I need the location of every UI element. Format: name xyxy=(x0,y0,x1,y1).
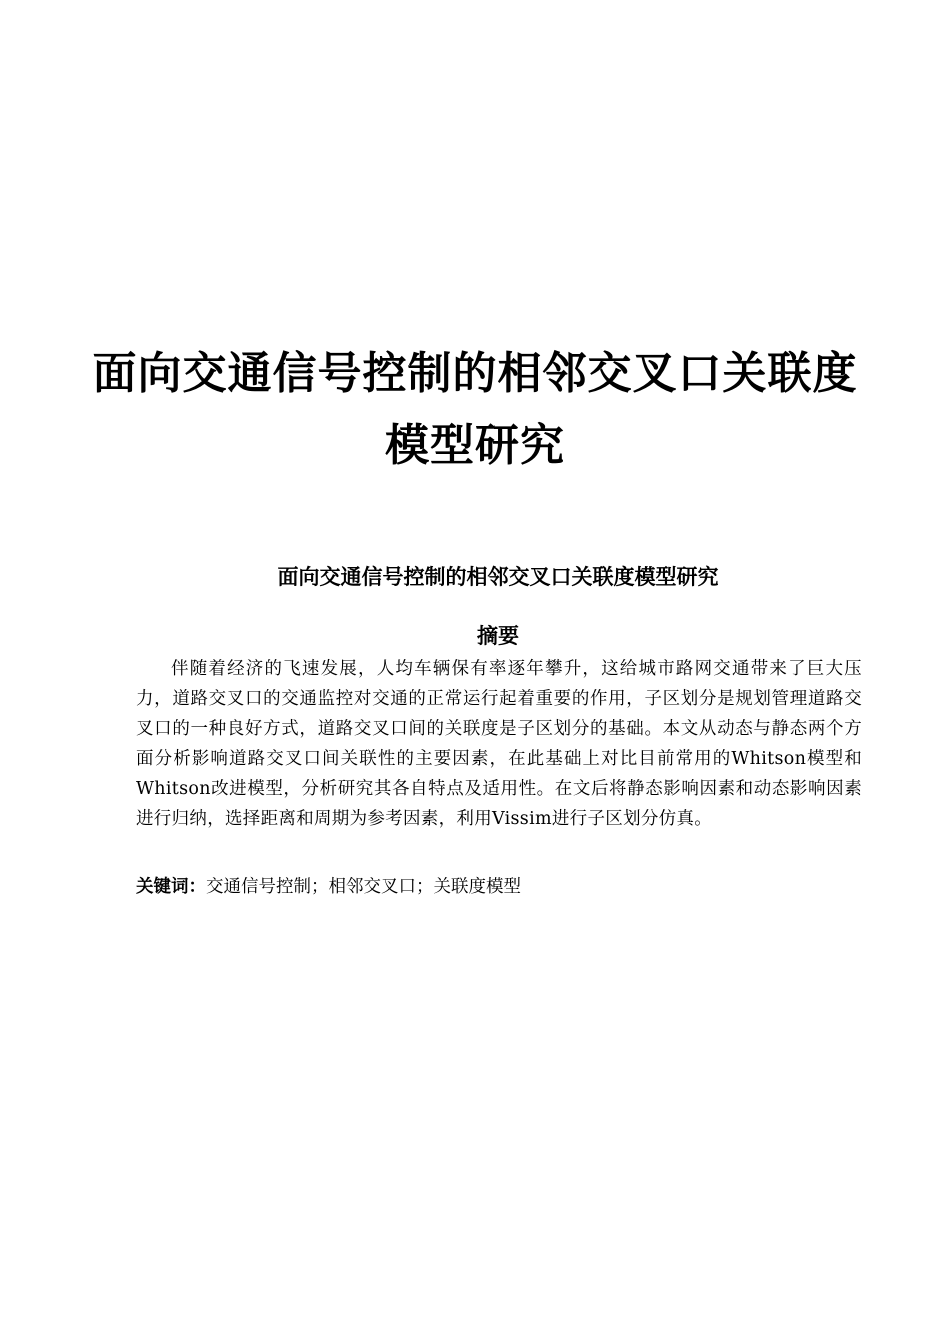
keywords-line xyxy=(136,873,862,901)
document-title-line-1: 面向交通信号控制的相邻交叉口关联度 xyxy=(92,348,858,399)
document-title-line-2: 模型研究 xyxy=(385,420,565,471)
document-title xyxy=(0,338,950,482)
keywords-text: 交通信号控制；相邻交叉口；关联度模型 xyxy=(206,877,521,897)
abstract-paragraph: 伴随着经济的飞速发展，人均车辆保有率逐年攀升，这给城市路网交通带来了巨大压力，道路交叉口的交通监控对交通的正常运行起着重要的作用，子区划分是规划管理道路交叉口的一种良好方式，道路交叉口间的关联度是子区划分的基础。本文从动态与静态两个方面分析影响道路交叉口间关联性的主要因素，在此基础上对比目前常用的Whitson模型和Whitson改进模型，分析研究其各自特点及适用性。在文后将静态影响因素和动态影响因素进行归纳，选择距离和周期为参考因素，利用Vissim进行子区划分仿真。 xyxy=(136,659,862,829)
abstract-heading: 摘要 xyxy=(477,623,519,648)
keywords-label: 关键词： xyxy=(136,877,206,897)
document-subtitle: 面向交通信号控制的相邻交叉口关联度模型研究 xyxy=(277,564,719,589)
